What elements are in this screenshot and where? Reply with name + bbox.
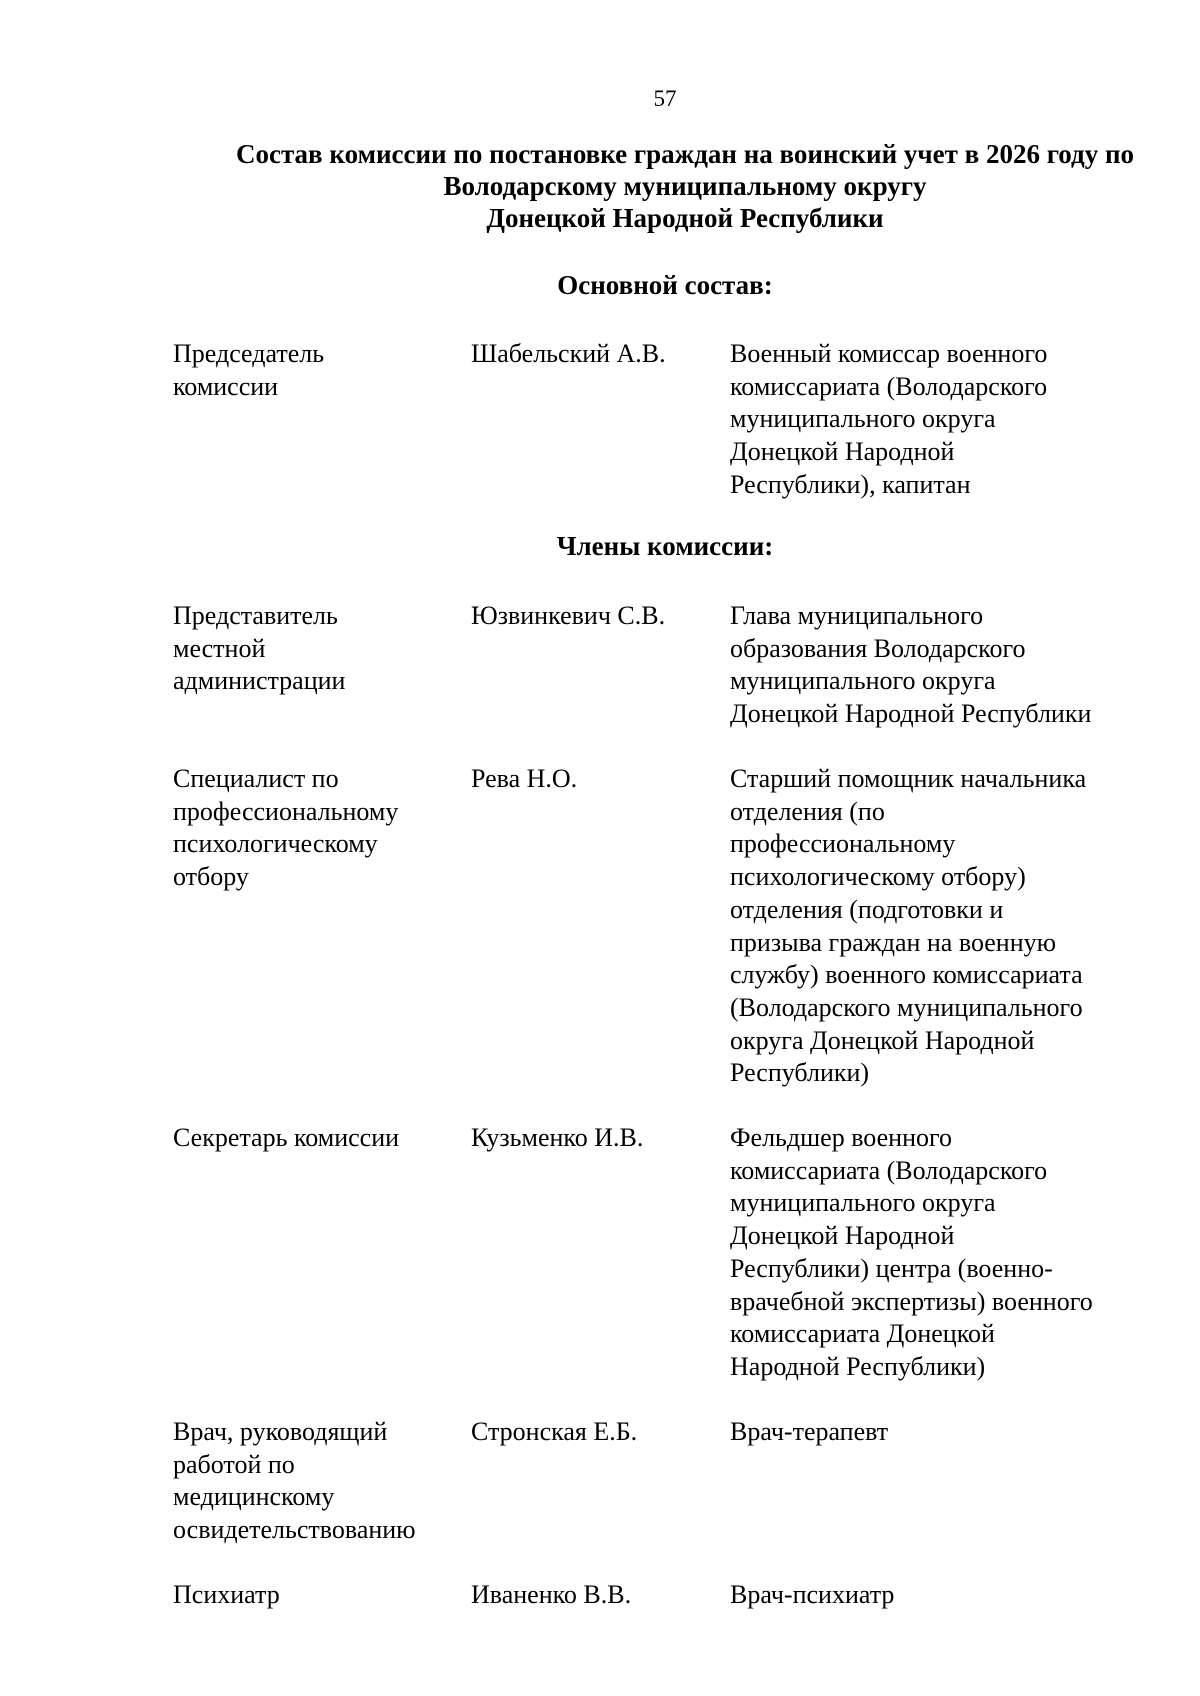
role-line: освидетельствованию xyxy=(173,1515,416,1545)
member-description xyxy=(730,1416,1150,1449)
member-description xyxy=(730,1122,1150,1384)
member-name: Шабельский А.В. xyxy=(471,339,666,368)
role-line: комиссии xyxy=(173,371,279,401)
member-name: Юзвинкевич С.В. xyxy=(471,601,666,630)
role-line: местной xyxy=(173,633,266,663)
description-line: Глава муниципального xyxy=(730,601,984,630)
member-role xyxy=(173,600,453,698)
description-line: округа Донецкой Народной xyxy=(730,1025,1035,1055)
member-name: Кузьменко И.В. xyxy=(471,1123,644,1152)
role-line: Психиатр xyxy=(173,1580,280,1609)
description-line: комиссариата (Володарского xyxy=(730,371,1048,401)
description-line: Республики), капитан xyxy=(730,469,971,499)
description-line: комиссариата Донецкой xyxy=(730,1319,995,1349)
main-composition-heading: Основной состав: xyxy=(557,270,773,300)
title-line-2: Володарскому муниципальному округу xyxy=(443,171,927,201)
member-role xyxy=(173,1579,453,1612)
member-description xyxy=(730,1579,1150,1612)
description-line: муниципального округа xyxy=(730,1188,996,1218)
document-title xyxy=(160,138,1200,234)
description-line: Врач-терапевт xyxy=(730,1417,889,1446)
member-name: Рева Н.О. xyxy=(471,764,578,793)
title-line-3: Донецкой Народной Республики xyxy=(486,203,884,233)
role-line: администрации xyxy=(173,666,346,696)
description-line: призыва граждан на военную xyxy=(730,927,1057,957)
description-line: Донецкой Народной Республики xyxy=(730,699,1092,729)
role-line: отбору xyxy=(173,862,249,892)
description-line: Народной Республики) xyxy=(730,1351,986,1381)
description-line: врачебной экспертизы) военного xyxy=(730,1286,1093,1316)
member-role xyxy=(173,1416,453,1547)
description-line: муниципального округа xyxy=(730,404,996,434)
description-line: психологическому отбору) xyxy=(730,862,1026,892)
role-line: Председатель xyxy=(173,339,325,368)
description-line: Республики) xyxy=(730,1058,870,1088)
description-line: Старший помощник начальника xyxy=(730,764,1087,793)
member-role xyxy=(173,763,453,894)
description-line: отделения (по xyxy=(730,796,885,826)
member-description xyxy=(730,763,1150,1090)
description-line: службу) военного комиссариата xyxy=(730,960,1083,990)
role-line: Секретарь комиссии xyxy=(173,1123,400,1152)
description-line: Донецкой Народной xyxy=(730,437,955,467)
member-description xyxy=(730,600,1150,731)
title-line-1: Состав комиссии по постановке граждан на воинский учет в 2026 году по xyxy=(235,139,1134,169)
role-line: Специалист по xyxy=(173,764,339,793)
description-line: Врач-психиатр xyxy=(730,1580,895,1609)
role-line: Представитель xyxy=(173,601,338,630)
member-name: Стронская Е.Б. xyxy=(471,1417,638,1446)
role-line: профессиональному xyxy=(173,796,399,826)
description-line: отделения (подготовки и xyxy=(730,894,1004,924)
role-line: медицинскому xyxy=(173,1482,335,1512)
description-line: Донецкой Народной xyxy=(730,1221,955,1251)
description-line: Военный комиссар военного xyxy=(730,339,1048,368)
commission-members-heading: Члены комиссии: xyxy=(556,531,774,561)
description-line: образования Володарского xyxy=(730,633,1026,663)
description-line: Республики) центра (военно- xyxy=(730,1253,1053,1283)
member-role xyxy=(173,1122,453,1155)
description-line: профессиональному xyxy=(730,829,956,859)
role-line: работой по xyxy=(173,1449,295,1479)
role-line: психологическому xyxy=(173,829,378,859)
description-line: комиссариата (Володарского xyxy=(730,1155,1048,1185)
description-line: муниципального округа xyxy=(730,666,996,696)
page-number: 57 xyxy=(653,86,677,111)
role-line: Врач, руководящий xyxy=(173,1417,388,1446)
member-description xyxy=(730,338,1150,502)
member-name: Иваненко В.В. xyxy=(471,1580,632,1609)
description-line: (Володарского муниципального xyxy=(730,992,1083,1022)
member-role xyxy=(173,338,453,403)
description-line: Фельдшер военного xyxy=(730,1123,953,1152)
